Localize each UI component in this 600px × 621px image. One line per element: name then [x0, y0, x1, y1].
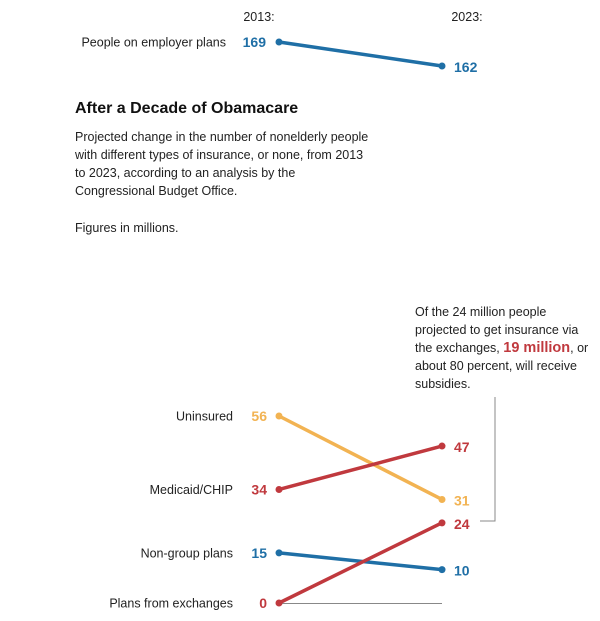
plans-from-exchanges-start-value: 0 [259, 595, 267, 611]
uninsured-end-point [439, 496, 446, 503]
uninsured-line [279, 416, 442, 499]
people-on-employer-plans-end-point [439, 63, 446, 70]
units-note: Figures in millions. [75, 221, 179, 235]
year-label-end: 2023: [451, 10, 483, 24]
people-on-employer-plans-start-value: 169 [242, 34, 266, 50]
medicaid-chip-start-value: 34 [251, 481, 267, 498]
non-group-plans-end-point [439, 566, 446, 573]
chart-subtitle: Projected change in the number of nonelderly people with different types of insurance, or none, from 2013 to 2023, according to an analysis by the Congressional Budget Office. [75, 130, 369, 198]
chart-title: After a Decade of Obamacare [75, 100, 299, 117]
uninsured-end-value: 31 [454, 492, 470, 509]
medicaid-chip-end-value: 47 [454, 439, 470, 456]
medicaid-chip-end-point [439, 443, 446, 450]
plans-from-exchanges-line [279, 523, 442, 603]
plans-from-exchanges-category-label: Plans from exchanges [109, 596, 233, 611]
annotation-connector [480, 397, 495, 521]
people-on-employer-plans-start-point [276, 39, 283, 46]
medicaid-chip-category-label: Medicaid/CHIP [149, 482, 233, 497]
medicaid-chip-start-point [276, 486, 283, 493]
uninsured-category-label: Uninsured [176, 409, 233, 424]
medicaid-chip-line [279, 446, 442, 489]
non-group-plans-end-value: 10 [454, 562, 470, 579]
plans-from-exchanges-end-point [439, 519, 446, 526]
non-group-plans-category-label: Non-group plans [140, 546, 233, 561]
uninsured-start-point [276, 413, 283, 420]
people-on-employer-plans-end-value: 162 [454, 59, 478, 75]
non-group-plans-start-point [276, 549, 283, 556]
people-on-employer-plans-line [279, 42, 442, 66]
annotation-text-after: , or about 80 percent, will receive subsidies. [415, 341, 589, 391]
people-on-employer-plans-category-label: People on employer plans [81, 35, 226, 50]
annotation-text-before: Of the 24 million people projected to get insurance via the exchanges, [415, 305, 579, 355]
exchanges-annotation [415, 303, 595, 393]
plans-from-exchanges-end-value: 24 [454, 515, 470, 532]
year-label-start: 2013: [243, 10, 275, 24]
uninsured-start-value: 56 [251, 408, 267, 424]
annotation-highlight: 19 million [503, 340, 571, 356]
non-group-plans-start-value: 15 [251, 544, 267, 561]
plans-from-exchanges-start-point [276, 600, 283, 607]
